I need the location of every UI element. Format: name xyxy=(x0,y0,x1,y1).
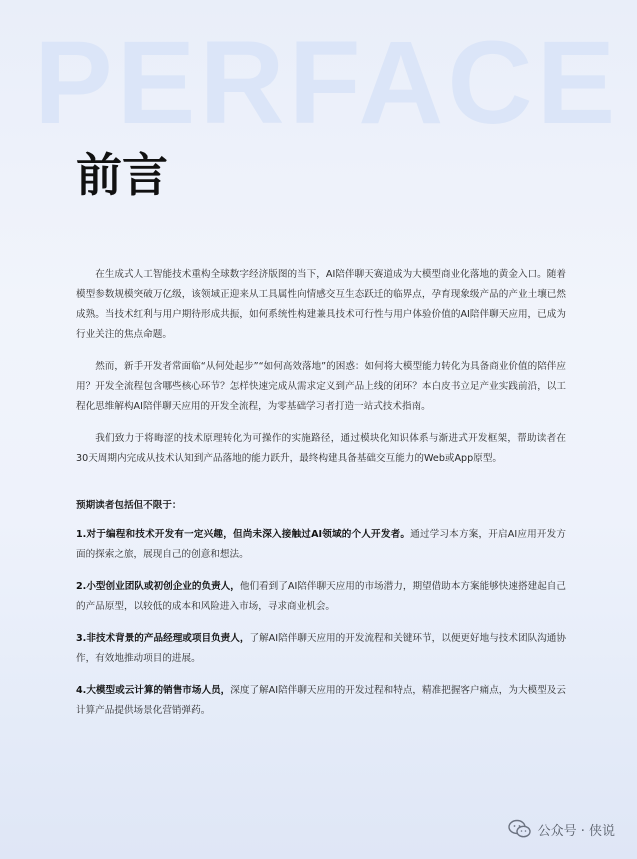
page-title: 前言 xyxy=(76,148,168,202)
background-watermark: PERFACE xyxy=(34,17,620,149)
intro-paragraph: 然而，新手开发者常面临“从何处起步”“如何高效落地”的困惑：如何将大模型能力转化为具备商业价值的陪伴应用？开发全流程包含哪些核心环节？怎样快速完成从需求定义到产品上线的闭环？本白皮书立足产业实践前沿，以工程化思维解构AI陪伴聊天应用的开发全流程，为零基础学习者打造一站式技术指南。 xyxy=(76,361,566,412)
audience-item-lead: 2.小型创业团队或初创企业的负责人， xyxy=(76,581,240,592)
intro-paragraph: 我们致力于将晦涩的技术原理转化为可操作的实施路径，通过模块化知识体系与渐进式开发框架，帮助读者在30天周期内完成从技术认知到产品落地的能力跃升，最终构建具备基础交互能力的Web或App原型。 xyxy=(76,433,566,464)
audience-item-text: 深度了解AI陪伴聊天应用的开发过程和特点，精准把握客户痛点，为大模型及云计算产品提供场景化营销弹药。 xyxy=(76,685,566,716)
audience-item xyxy=(76,525,566,565)
audience-list xyxy=(76,525,566,721)
audience-item-lead: 4.大模型或云计算的销售市场人员， xyxy=(76,685,231,696)
audience-heading: 预期读者包括但不限于： xyxy=(76,500,182,511)
audience-item-lead: 3.非技术背景的产品经理或项目负责人， xyxy=(76,633,250,644)
footer-attribution xyxy=(508,819,615,839)
audience-item xyxy=(76,577,566,617)
wechat-icon xyxy=(508,819,532,839)
intro-paragraph: 在生成式人工智能技术重构全球数字经济版图的当下，AI陪伴聊天赛道成为大模型商业化落地的黄金入口。随着模型参数规模突破万亿级，该领域正迎来从工具属性向情感交互生态跃迁的临界点，孕育现象级产品的产业土壤已然成熟。当技术红利与用户期待形成共振，如何系统性构建兼具技术可行性与用户体验价值的AI陪伴聊天应用，已成为行业关注的焦点命题。 xyxy=(76,269,566,340)
footer-text: 公众号 · 侠说 xyxy=(537,823,615,839)
audience-item xyxy=(76,681,566,721)
audience-item-text: 通过学习本方案，开启AI应用开发方面的探索之旅，展现自己的创意和想法。 xyxy=(76,529,566,560)
main-content xyxy=(76,265,566,733)
intro-section xyxy=(76,265,566,469)
audience-item xyxy=(76,629,566,669)
audience-item-text: 了解AI陪伴聊天应用的开发流程和关键环节，以便更好地与技术团队沟通协作，有效地推动项目的进展。 xyxy=(76,633,566,664)
audience-item-lead: 1.对于编程和技术开发有一定兴趣，但尚未深入接触过AI领域的个人开发者。 xyxy=(76,529,411,540)
audience-item-text: 他们看到了AI陪伴聊天应用的市场潜力，期望借助本方案能够快速搭建起自己的产品原型，以较低的成本和风险进入市场，寻求商业机会。 xyxy=(76,581,566,612)
